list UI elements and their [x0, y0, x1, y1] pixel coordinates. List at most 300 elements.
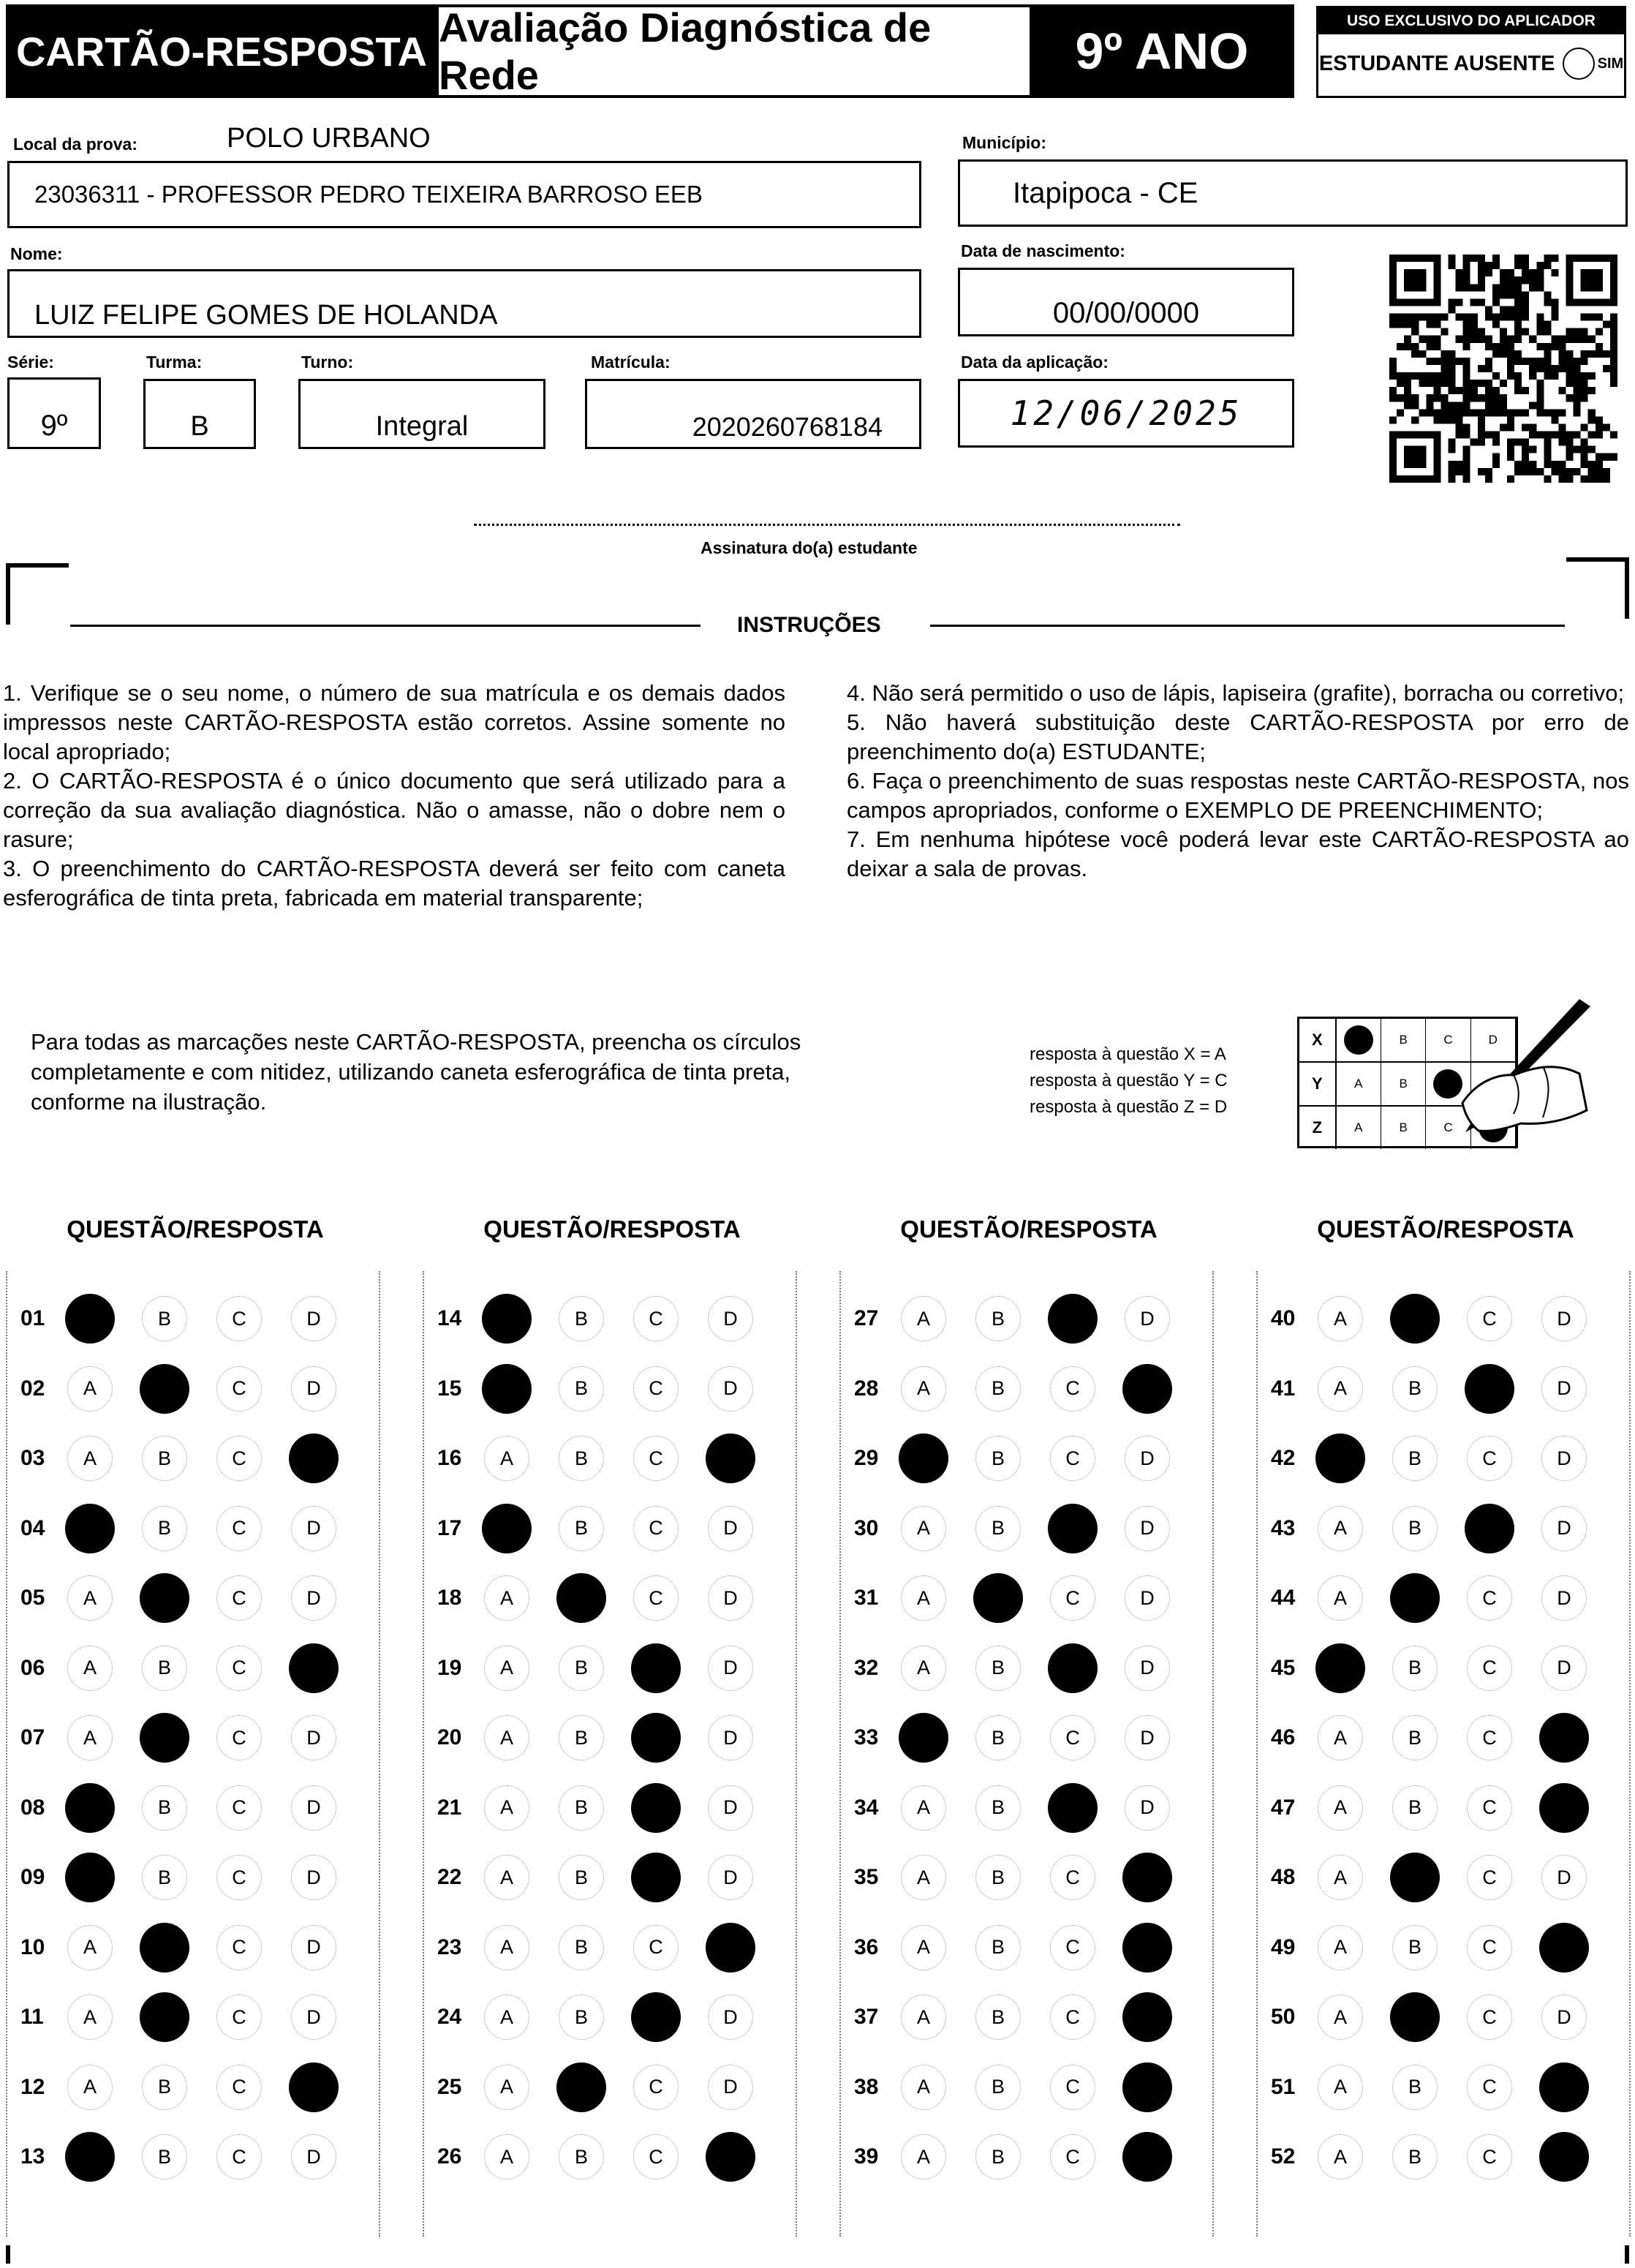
answer-bubble-d[interactable]: [289, 2062, 339, 2112]
answer-bubble-d[interactable]: D: [1125, 1646, 1170, 1691]
answer-bubble-c[interactable]: C: [216, 1366, 262, 1412]
matricula-label: Matrícula:: [591, 353, 671, 372]
answer-bubble-b[interactable]: B: [975, 1925, 1021, 1970]
answer-bubble-a[interactable]: A: [901, 1994, 946, 2040]
answer-row: [841, 1363, 1199, 1414]
answer-bubble-a[interactable]: A: [67, 1925, 113, 1970]
answer-bubble-a[interactable]: A: [484, 1925, 529, 1970]
answer-bubble-d[interactable]: D: [291, 1366, 336, 1412]
answer-row: [7, 1922, 366, 1973]
answer-bubble-b[interactable]: B: [142, 2134, 187, 2180]
question-number: 35: [854, 1865, 879, 1889]
answer-bubble-d[interactable]: D: [1541, 1366, 1587, 1412]
nasc-value: 00/00/0000: [1052, 297, 1200, 329]
answer-bubble-a[interactable]: A: [1318, 1715, 1363, 1760]
answer-bubble-b[interactable]: B: [559, 1646, 604, 1691]
answer-bubble-c[interactable]: C: [633, 1436, 679, 1481]
answer-row: [841, 2131, 1199, 2182]
answer-bubble-a[interactable]: A: [901, 2134, 946, 2180]
answer-bubble-d[interactable]: D: [708, 1506, 753, 1551]
answer-bubble-d[interactable]: D: [708, 1646, 753, 1691]
instructions-rule-right: [930, 625, 1565, 627]
answer-bubble-b[interactable]: [140, 1992, 189, 2042]
answer-bubble-c[interactable]: C: [216, 2065, 262, 2110]
answer-bubble-b[interactable]: B: [1392, 1785, 1438, 1831]
answer-bubble-d[interactable]: D: [1541, 1855, 1587, 1900]
answer-bubble-b[interactable]: B: [975, 1646, 1021, 1691]
answer-bubble-a[interactable]: A: [67, 1575, 113, 1621]
answer-row: [424, 1712, 782, 1763]
answer-bubble-a[interactable]: A: [484, 2134, 529, 2180]
answer-bubble-d[interactable]: [1539, 2062, 1589, 2112]
answer-bubble-d[interactable]: [1122, 1992, 1172, 2042]
answer-bubble-a[interactable]: A: [901, 1925, 946, 1970]
answer-bubble-b[interactable]: [1390, 1573, 1440, 1623]
aplicacao-value: 12/06/2025: [1010, 393, 1242, 433]
answer-bubble-b[interactable]: [1390, 1853, 1440, 1902]
answer-bubble-c[interactable]: C: [216, 1715, 262, 1760]
evaluation-title: [439, 4, 1030, 98]
turno-field: [298, 379, 545, 449]
answer-column: [839, 1271, 1214, 2237]
answer-bubble-a[interactable]: A: [67, 1366, 113, 1412]
answer-bubble-a[interactable]: A: [901, 1506, 946, 1551]
answer-bubble-c[interactable]: C: [633, 2065, 679, 2110]
answer-bubble-c[interactable]: C: [216, 1296, 262, 1341]
answer-bubble-d[interactable]: [1122, 1364, 1172, 1414]
answer-bubble-c[interactable]: [1465, 1504, 1514, 1553]
answer-bubble-b[interactable]: B: [1392, 1715, 1438, 1760]
answer-bubble-b[interactable]: [1390, 1992, 1440, 2042]
answer-bubble-d[interactable]: [1539, 1923, 1589, 1973]
answer-bubble-c[interactable]: C: [1467, 2134, 1512, 2180]
answer-bubble-b[interactable]: B: [559, 1715, 604, 1760]
answer-row: [7, 1992, 366, 2043]
answer-bubble-b[interactable]: [140, 1364, 189, 1414]
answer-bubble-b[interactable]: [556, 2062, 606, 2112]
answer-row: [841, 1992, 1199, 2043]
answer-bubble-c[interactable]: C: [1467, 1296, 1512, 1341]
answer-bubble-a[interactable]: [65, 1783, 115, 1833]
answer-bubble-b[interactable]: [140, 1923, 189, 1973]
answer-bubble-d[interactable]: D: [1541, 1994, 1587, 2040]
answer-bubble-a[interactable]: A: [484, 1994, 529, 2040]
answer-bubble-b[interactable]: B: [1392, 1506, 1438, 1551]
answer-bubble-b[interactable]: B: [975, 2065, 1021, 2110]
corner-mark-top-right: [1566, 557, 1629, 619]
answer-bubble-c[interactable]: [1048, 1294, 1098, 1344]
answer-bubble-a[interactable]: A: [1318, 1296, 1363, 1341]
answer-bubble-c[interactable]: C: [1050, 1994, 1095, 2040]
answer-bubble-a[interactable]: A: [484, 2065, 529, 2110]
answer-column: [1256, 1271, 1631, 2237]
answer-bubble-d[interactable]: D: [291, 1506, 336, 1551]
answer-bubble-c[interactable]: C: [216, 2134, 262, 2180]
answer-bubble-b[interactable]: B: [1392, 1925, 1438, 1970]
local-label: Local da prova:: [13, 135, 137, 154]
answer-bubble-d[interactable]: D: [1125, 1436, 1170, 1481]
answer-bubble-d[interactable]: [1539, 2132, 1589, 2182]
answer-bubble-a[interactable]: A: [67, 1436, 113, 1481]
answer-bubble-c[interactable]: C: [1050, 2065, 1095, 2110]
answer-row: [841, 1922, 1199, 1973]
card-title: [6, 4, 437, 98]
answer-bubble-d[interactable]: D: [1125, 1296, 1170, 1341]
answer-bubble-d[interactable]: [289, 1433, 339, 1483]
answer-bubble-b[interactable]: B: [142, 1436, 187, 1481]
answer-bubble-a[interactable]: A: [67, 2065, 113, 2110]
instruction-item: 3. O preenchimento do CARTÃO-RESPOSTA deverá ser feito com caneta esferográfica de tinta preta, fabricada em material transparente;: [3, 856, 785, 911]
answer-bubble-c[interactable]: C: [1467, 1785, 1512, 1831]
example-bubble: A: [1354, 1120, 1363, 1134]
school-field: [7, 161, 921, 228]
question-number: 50: [1271, 2005, 1296, 2029]
answer-bubble-b[interactable]: B: [975, 2134, 1021, 2180]
answer-bubble-d[interactable]: [1539, 1783, 1589, 1833]
answer-bubble-a[interactable]: A: [67, 1715, 113, 1760]
answer-bubble-d[interactable]: D: [291, 1925, 336, 1970]
question-number: 46: [1271, 1725, 1296, 1749]
answer-bubble-d[interactable]: [706, 1923, 755, 1973]
answer-row: [424, 1782, 782, 1834]
answer-bubble-c[interactable]: C: [1050, 1436, 1095, 1481]
answer-bubble-b[interactable]: B: [559, 1296, 604, 1341]
answer-bubble-d[interactable]: [1122, 1923, 1172, 1973]
answer-bubble-a[interactable]: [899, 1433, 948, 1483]
answer-bubble-d[interactable]: D: [708, 1575, 753, 1621]
municipio-value: Itapipoca - CE: [1013, 176, 1198, 209]
answer-bubble-d[interactable]: D: [708, 1715, 753, 1760]
answer-bubble-d[interactable]: D: [291, 2134, 336, 2180]
answer-bubble-a[interactable]: A: [1318, 1855, 1363, 1900]
serie-value: 9º: [40, 410, 68, 442]
answer-bubble-c[interactable]: C: [1467, 1925, 1512, 1970]
answer-row: [841, 1712, 1199, 1763]
answer-bubble-c[interactable]: [1465, 1364, 1514, 1414]
answer-bubble-b[interactable]: [140, 1713, 189, 1763]
question-number: 14: [437, 1306, 462, 1330]
answer-bubble-b[interactable]: B: [1392, 1366, 1438, 1412]
answer-bubble-d[interactable]: [1122, 2132, 1172, 2182]
answer-bubble-a[interactable]: A: [901, 1646, 946, 1691]
answer-bubble-b[interactable]: B: [975, 1785, 1021, 1831]
answer-bubble-d[interactable]: D: [708, 1785, 753, 1831]
grade-badge: [1030, 4, 1294, 98]
question-number: 39: [854, 2144, 879, 2169]
answer-bubble-a[interactable]: [65, 1504, 115, 1553]
answer-bubble-b[interactable]: B: [1392, 1646, 1438, 1691]
answer-bubble-b[interactable]: B: [142, 2065, 187, 2110]
question-number: 41: [1271, 1376, 1296, 1401]
answer-bubble-b[interactable]: B: [975, 1715, 1021, 1760]
answer-bubble-b[interactable]: [556, 1573, 606, 1623]
answer-bubble-d[interactable]: [706, 1433, 755, 1483]
turma-field: [143, 379, 256, 449]
answer-bubble-a[interactable]: [1315, 1433, 1365, 1483]
answer-bubble-b[interactable]: B: [559, 1925, 604, 1970]
question-number: 27: [854, 1306, 879, 1330]
answer-row: [424, 1643, 782, 1694]
nome-value: LUIZ FELIPE GOMES DE HOLANDA: [34, 300, 498, 331]
answer-bubble-b[interactable]: B: [975, 1994, 1021, 2040]
answer-bubble-c[interactable]: C: [216, 1994, 262, 2040]
answer-bubble-b[interactable]: B: [142, 1785, 187, 1831]
answer-bubble-c[interactable]: [631, 1992, 681, 2042]
answer-row: [7, 2062, 366, 2113]
answer-row: [424, 1293, 782, 1344]
question-number: 16: [437, 1446, 462, 1470]
answer-bubble-c[interactable]: C: [633, 2134, 679, 2180]
answer-bubble-d[interactable]: D: [291, 1715, 336, 1760]
answer-bubble-a[interactable]: [65, 1294, 115, 1344]
question-number: 06: [20, 1655, 45, 1680]
answer-bubble-c[interactable]: C: [1050, 1925, 1095, 1970]
example-bubble: B: [1399, 1120, 1408, 1134]
answer-bubble-c[interactable]: C: [1467, 1715, 1512, 1760]
example-bubble: A: [1354, 1077, 1363, 1090]
answer-bubble-d[interactable]: D: [1125, 1575, 1170, 1621]
answer-bubble-b[interactable]: B: [975, 1506, 1021, 1551]
answer-bubble-c[interactable]: [631, 1713, 681, 1763]
column-header: QUESTÃO/RESPOSTA: [900, 1216, 1158, 1243]
answer-bubble-b[interactable]: [1390, 1294, 1440, 1344]
answer-row: [424, 2062, 782, 2113]
answer-bubble-d[interactable]: D: [291, 1994, 336, 2040]
answer-bubble-b[interactable]: B: [1392, 2134, 1438, 2180]
answer-bubble-a[interactable]: A: [901, 1296, 946, 1341]
example-bubble: B: [1399, 1033, 1408, 1047]
answer-bubble-c[interactable]: C: [633, 1296, 679, 1341]
answer-bubble-a[interactable]: A: [484, 1785, 529, 1831]
answer-bubble-a[interactable]: A: [1318, 1925, 1363, 1970]
answer-bubble-a[interactable]: A: [901, 1366, 946, 1412]
pen-illustration-icon: [1433, 993, 1616, 1161]
corner-mark-top-left: [6, 563, 69, 625]
answer-bubble-d[interactable]: [289, 1643, 339, 1693]
answer-bubble-b[interactable]: B: [559, 1855, 604, 1900]
answer-bubble-c[interactable]: [1048, 1783, 1098, 1833]
answer-bubble-d[interactable]: D: [1125, 1715, 1170, 1760]
answer-bubble-c[interactable]: C: [1050, 1575, 1095, 1621]
answer-bubble-c[interactable]: C: [216, 1646, 262, 1691]
answer-bubble-b[interactable]: B: [142, 1855, 187, 1900]
answer-bubble-b[interactable]: B: [975, 1855, 1021, 1900]
answer-bubble-d[interactable]: D: [1541, 1506, 1587, 1551]
answer-bubble-a[interactable]: [482, 1504, 532, 1553]
question-number: 17: [437, 1515, 462, 1540]
answer-bubble-b[interactable]: B: [975, 1366, 1021, 1412]
question-number: 22: [437, 1865, 462, 1889]
answer-bubble-d[interactable]: D: [291, 1575, 336, 1621]
answer-bubble-c[interactable]: C: [216, 1925, 262, 1970]
answer-bubble-b[interactable]: [973, 1573, 1023, 1623]
answer-bubble-c[interactable]: C: [1467, 2065, 1512, 2110]
answer-bubble-a[interactable]: A: [484, 1436, 529, 1481]
signature-line[interactable]: [474, 524, 1180, 526]
answer-bubble-a[interactable]: A: [1318, 1366, 1363, 1412]
answer-bubble-a[interactable]: A: [901, 1855, 946, 1900]
answer-bubble-a[interactable]: [65, 1853, 115, 1902]
answer-bubble-b[interactable]: B: [142, 1646, 187, 1691]
answer-bubble-d[interactable]: D: [1541, 1296, 1587, 1341]
answer-bubble-d[interactable]: D: [708, 1296, 753, 1341]
example-option-cell: [1337, 1107, 1381, 1149]
answer-bubble-d[interactable]: D: [708, 1366, 753, 1412]
answer-bubble-a[interactable]: A: [1318, 1785, 1363, 1831]
answer-bubble-c[interactable]: C: [1050, 2134, 1095, 2180]
answer-bubble-a[interactable]: [482, 1294, 532, 1344]
answer-bubble-b[interactable]: B: [975, 1296, 1021, 1341]
answer-bubble-a[interactable]: A: [901, 2065, 946, 2110]
answer-row: [424, 2131, 782, 2182]
answer-bubble-b[interactable]: B: [559, 2134, 604, 2180]
example-line: resposta à questão Z = D: [1030, 1097, 1228, 1117]
school-value: 23036311 - PROFESSOR PEDRO TEIXEIRA BARROSO EEB: [34, 181, 703, 208]
example-option-cell: [1337, 1019, 1381, 1061]
answer-bubble-a[interactable]: A: [1318, 1575, 1363, 1621]
answer-bubble-d[interactable]: D: [1541, 1436, 1587, 1481]
answer-bubble-d[interactable]: [1122, 1853, 1172, 1902]
aplicacao-field: [958, 379, 1294, 448]
answer-bubble-d[interactable]: D: [708, 2065, 753, 2110]
answer-bubble-a[interactable]: A: [484, 1855, 529, 1900]
answer-bubble-b[interactable]: B: [1392, 2065, 1438, 2110]
corner-mark-bottom-right: [1566, 2245, 1629, 2264]
answer-bubble-b[interactable]: B: [559, 1506, 604, 1551]
answer-row: [1258, 1572, 1616, 1624]
answer-bubble-d[interactable]: D: [1125, 1506, 1170, 1551]
answer-bubble-c[interactable]: C: [1467, 1575, 1512, 1621]
marking-note: Para todas as marcações neste CARTÃO-RESPOSTA, preencha os círculos completamente e com nitidez, utilizando caneta esferográfica de tinta preta, conforme na ilustração.: [31, 1029, 801, 1115]
answer-bubble-d[interactable]: D: [291, 1296, 336, 1341]
example-option-cell: [1381, 1107, 1426, 1149]
answer-bubble-b[interactable]: [140, 1573, 189, 1623]
answer-bubble-c[interactable]: [631, 1643, 681, 1693]
answer-bubble-b[interactable]: B: [1392, 1436, 1438, 1481]
answer-bubble-c[interactable]: C: [1467, 1994, 1512, 2040]
question-number: 04: [20, 1515, 45, 1540]
answer-bubble-a[interactable]: A: [67, 1646, 113, 1691]
answer-bubble-c[interactable]: C: [633, 1575, 679, 1621]
answer-bubble-c[interactable]: C: [1050, 1855, 1095, 1900]
answer-row: [7, 1643, 366, 1694]
answer-bubble-d[interactable]: D: [291, 1785, 336, 1831]
question-number: 30: [854, 1515, 879, 1540]
example-legend: [1030, 1041, 1228, 1120]
answer-bubble-d[interactable]: [706, 2132, 755, 2182]
answer-row: [7, 1572, 366, 1624]
answer-bubble-a[interactable]: [899, 1713, 948, 1763]
answer-row: [1258, 2131, 1616, 2182]
answer-bubble-d[interactable]: D: [1541, 1646, 1587, 1691]
example-bubble: C: [1443, 1120, 1453, 1134]
answer-bubble-d[interactable]: D: [1541, 1575, 1587, 1621]
answer-bubble-a[interactable]: A: [1318, 2065, 1363, 2110]
example-option-cell: [1381, 1063, 1426, 1105]
question-number: 31: [854, 1586, 879, 1610]
answer-bubble-c[interactable]: C: [216, 1785, 262, 1831]
answer-bubble-b[interactable]: B: [559, 1436, 604, 1481]
answer-bubble-c[interactable]: [631, 1853, 681, 1902]
answer-row: [1258, 1992, 1616, 2043]
column-header: QUESTÃO/RESPOSTA: [1317, 1216, 1574, 1243]
answer-bubble-a[interactable]: A: [1318, 1506, 1363, 1551]
answer-bubble-a[interactable]: [1315, 1643, 1365, 1693]
local-value: POLO URBANO: [227, 123, 431, 154]
answer-bubble-c[interactable]: C: [1050, 1366, 1095, 1412]
answer-bubble-b[interactable]: B: [142, 1506, 187, 1551]
answer-bubble-a[interactable]: A: [484, 1646, 529, 1691]
serie-field: [7, 377, 101, 449]
answer-row: [7, 1363, 366, 1414]
answer-bubble-c[interactable]: C: [216, 1855, 262, 1900]
answer-bubble-d[interactable]: D: [291, 1855, 336, 1900]
matricula-field: [585, 379, 921, 449]
turno-value: Integral: [375, 411, 469, 442]
answer-bubble-d[interactable]: [1122, 2062, 1172, 2112]
answer-bubble-a[interactable]: A: [1318, 1994, 1363, 2040]
answer-bubble-c[interactable]: [631, 1783, 681, 1833]
answer-bubble-c[interactable]: C: [1050, 1715, 1095, 1760]
answer-bubble-a[interactable]: A: [901, 1785, 946, 1831]
answer-bubble-b[interactable]: B: [559, 1785, 604, 1831]
answer-bubble-b[interactable]: B: [559, 1994, 604, 2040]
answer-bubble-a[interactable]: A: [901, 1575, 946, 1621]
answer-bubble-b[interactable]: B: [142, 1296, 187, 1341]
question-number: 08: [20, 1795, 45, 1820]
instruction-item: 2. O CARTÃO-RESPOSTA é o único documento que será utilizado para a correção da sua avaliação diagnóstica. Não o amasse, não o dobre nem o rasure;: [3, 768, 785, 852]
answer-bubble-c[interactable]: C: [633, 1366, 679, 1412]
signature-label: Assinatura do(a) estudante: [701, 538, 918, 557]
answer-bubble-c[interactable]: C: [216, 1436, 262, 1481]
answer-bubble-c[interactable]: [1048, 1643, 1098, 1693]
answer-bubble-c[interactable]: C: [633, 1925, 679, 1970]
answer-row: [424, 1503, 782, 1554]
answer-bubble-c[interactable]: C: [216, 1506, 262, 1551]
answer-bubble-b[interactable]: B: [559, 1366, 604, 1412]
answer-bubble-c[interactable]: C: [633, 1506, 679, 1551]
answer-bubble-c[interactable]: C: [1467, 1436, 1512, 1481]
answer-bubble-a[interactable]: [482, 1364, 532, 1414]
question-number: 45: [1271, 1655, 1296, 1680]
example-line: resposta à questão Y = C: [1030, 1071, 1228, 1090]
answer-row: [7, 1712, 366, 1763]
answer-bubble-d[interactable]: D: [1125, 1785, 1170, 1831]
answer-bubble-d[interactable]: D: [708, 1994, 753, 2040]
absent-checkbox[interactable]: [1563, 48, 1595, 80]
instruction-item: 7. Em nenhuma hipótese você poderá levar este CARTÃO-RESPOSTA ao deixar a sala de provas.: [847, 826, 1629, 881]
answer-bubble-a[interactable]: A: [484, 1715, 529, 1760]
answer-column: [423, 1271, 797, 2237]
answer-bubble-d[interactable]: [1539, 1713, 1589, 1763]
instructions-title: INSTRUÇÕES: [737, 613, 881, 637]
answer-bubble-d[interactable]: D: [708, 1855, 753, 1900]
answer-bubble-c[interactable]: C: [216, 1575, 262, 1621]
answer-bubble-c[interactable]: C: [1467, 1646, 1512, 1691]
serie-label: Série:: [7, 353, 54, 372]
answer-bubble-a[interactable]: A: [484, 1575, 529, 1621]
answer-bubble-c[interactable]: [1048, 1504, 1098, 1553]
municipio-label: Município:: [962, 133, 1046, 152]
answer-row: [841, 2062, 1199, 2113]
answer-bubble-a[interactable]: A: [1318, 2134, 1363, 2180]
answer-bubble-b[interactable]: B: [975, 1436, 1021, 1481]
grade-text: 9º ANO: [1075, 23, 1249, 80]
answer-bubble-a[interactable]: [65, 2132, 115, 2182]
answer-bubble-a[interactable]: A: [67, 1994, 113, 2040]
question-number: 29: [854, 1446, 879, 1470]
answer-bubble-c[interactable]: C: [1467, 1855, 1512, 1900]
